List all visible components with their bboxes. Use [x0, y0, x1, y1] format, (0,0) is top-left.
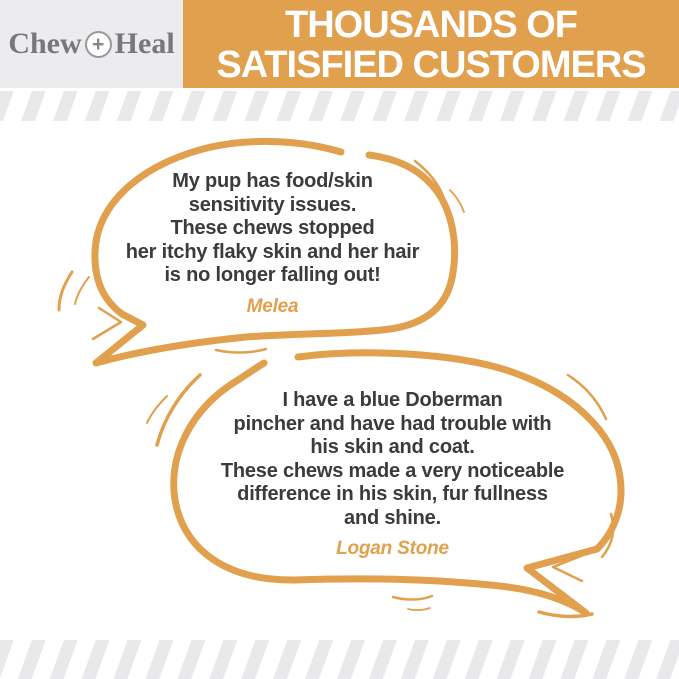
testimonial-1-line: My pup has food/skin — [172, 170, 373, 192]
testimonial-1-line: These chews stopped — [170, 217, 375, 239]
testimonial-1 — [100, 170, 445, 318]
header-banner — [183, 0, 679, 88]
plus-circle-icon — [85, 31, 112, 58]
speech-bubble-1-accent-bottom-icon — [216, 349, 266, 353]
testimonial-2-line: and shine. — [344, 506, 441, 529]
testimonial-1-line: is no longer falling out! — [164, 264, 381, 286]
banner-title-line2: SATISFIED CUSTOMERS — [216, 44, 646, 86]
speech-bubble-2-accent-bottom-left-icon — [393, 596, 432, 600]
banner-title-line1: THOUSANDS OF — [285, 4, 577, 46]
testimonial-2-author: Logan Stone — [336, 538, 449, 559]
speech-bubble-2-accent-below-tail-icon — [539, 612, 592, 616]
testimonial-2-line: difference in his skin, fur fullness — [237, 483, 548, 505]
diagonal-stripe-band-top — [0, 91, 679, 121]
testimonial-2 — [180, 389, 605, 561]
speech-bubble-2-accent-left-inner-icon — [147, 396, 167, 423]
testimonial-2-line: his skin and coat. — [310, 436, 475, 458]
testimonial-2-line: pincher and have had trouble with — [233, 412, 552, 435]
brand-logo — [8, 27, 174, 61]
testimonial-2-line: These chews made a very noticeable — [220, 459, 565, 482]
brand-logo-text-left: Chew — [8, 27, 82, 60]
plus-icon: + — [92, 32, 105, 56]
brand-logo-text-right: Heal — [114, 27, 175, 60]
speech-bubble-1-accent-left-outer-icon — [59, 272, 72, 310]
testimonial-2-line: I have a blue Doberman — [282, 389, 503, 411]
testimonial-1-line: her itchy flaky skin and her hair — [125, 240, 420, 263]
logo-panel — [0, 0, 183, 88]
testimonial-1-line: sensitivity issues. — [188, 193, 357, 216]
speech-bubble-2-accent-bottom-left2-icon — [408, 608, 430, 610]
testimonial-1-author: Melea — [246, 295, 299, 317]
speech-bubble-1-accent-left-inner-icon — [75, 277, 89, 304]
diagonal-stripe-band-bottom — [0, 640, 679, 679]
speech-bubble-1-accent-right-inner-icon — [450, 190, 464, 212]
